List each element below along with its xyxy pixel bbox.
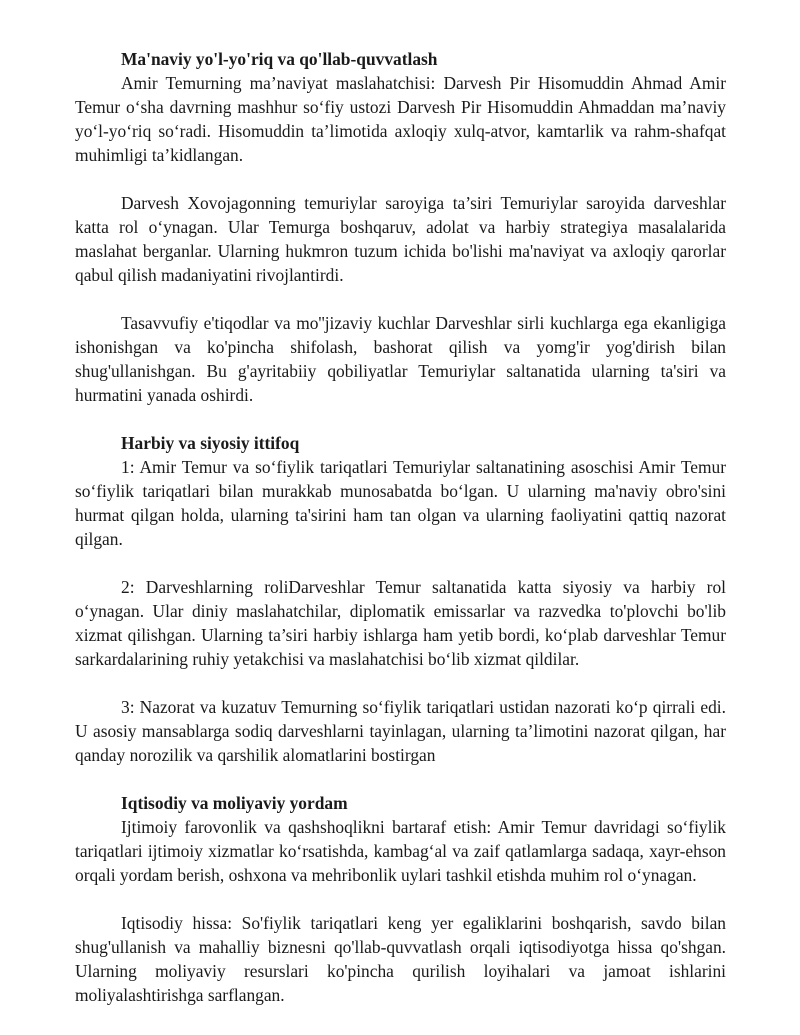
paragraph: Ijtimoiy farovonlik va qashshoqlikni bartaraf etish: Amir Temur davridagi so‘fiylik tariqatlari ijtimoiy xizmatlar ko‘rsatishda, kambag‘al va zaif qatlamlarga sadaqa, xayr-ehson orqali yordam berish, oshxona va mehribonlik uylari tashkil etishda muhim rol o‘ynagan. (75, 817, 726, 885)
paragraph: Tasavvufiy e'tiqodlar va mo''jizaviy kuchlar Darveshlar sirli kuchlarga ega ekanligiga ishonishgan va ko'pincha shifolash, bashorat qilish va yomg'ir yog'dirish bilan shug'ullanishgan. Bu g'ayritabiiy qobiliyatlar Temuriylar saltanatida ularning ta'siri va hurmatini yanada oshirdi. (75, 313, 726, 405)
paragraph: 2: Darveshlarning roliDarveshlar Temur saltanatida katta siyosiy va harbiy rol o‘ynagan. Ular diniy maslahatchilar, diplomatik emissarlar va razvedka to'plovchi bo'lib xizmat qilishgan. Ularning ta’siri harbiy ishlarga ham yetib bordi, ko‘plab darveshlar Temur sarkardalarining ruhiy yetakchisi va maslahatchisi bo‘lib xizmat qildilar. (75, 577, 726, 669)
section-heading: Ma'naviy yo'l-yo'riq va qo'llab-quvvatlash (121, 49, 438, 69)
section-heading: Harbiy va siyosiy ittifoq (121, 433, 300, 453)
paragraph: 1: Amir Temur va so‘fiylik tariqatlari Temuriylar saltanatining asoschisi Amir Temur so‘fiylik tariqatlari bilan murakkab munosabatda bo‘lgan. U ularning ma'naviy obro'sini hurmat qilgan holda, ularning ta'sirini ham tan olgan va ularning faoliyatini qattiq nazorat qilgan. (75, 457, 726, 549)
section-spiritual-guidance (75, 47, 726, 407)
paragraph: Darvesh Xovojagonning temuriylar saroyiga ta’siri Temuriylar saroyida darveshlar katta rol o‘ynagan. Ular Temurga boshqaruv, adolat va harbiy strategiya masalalarida maslahat berganlar. Ularning hukmron tuzum ichida bo'lishi ma'naviyat va axloqiy qarorlar qabul qilish madaniyatini rivojlantirdi. (75, 193, 726, 285)
paragraph: 3: Nazorat va kuzatuv Temurning so‘fiylik tariqatlari ustidan nazorati ko‘p qirrali edi. U asosiy mansablarga sodiq darveshlarni tayinlagan, ularning ta’limotini nazorat qilgan, har qanday norozilik va qarshilik alomatlarini bostirgan (75, 697, 726, 765)
section-military-political (75, 431, 726, 767)
paragraph: Amir Temurning ma’naviyat maslahatchisi: Darvesh Pir Hisomuddin Ahmad Amir Temur o‘sha davrning mashhur so‘fiy ustozi Darvesh Pir Hisomuddin Ahmaddan ma’naviy yo‘l-yo‘riq so‘radi. Hisomuddin ta’limotida axloqiy xulq-atvor, kamtarlik va rahm-shafqat muhimligi ta’kidlangan. (75, 73, 726, 165)
paragraph: Iqtisodiy hissa: So'fiylik tariqatlari keng yer egaliklarini boshqarish, savdo bilan shug'ullanish va mahalliy biznesni qo'llab-quvvatlash orqali iqtisodiyotga hissa qo'shgan. Ularning moliyaviy resurslari ko'pincha qurilish loyihalari va jamoat ishlarini moliyalashtirishga sarflangan. (75, 913, 726, 1005)
section-economic-financial (75, 791, 726, 1007)
section-heading: Iqtisodiy va moliyaviy yordam (121, 793, 348, 813)
